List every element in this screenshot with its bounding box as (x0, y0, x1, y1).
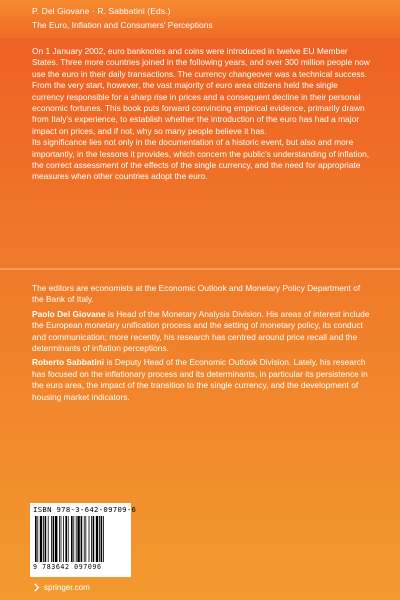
barcode-bar (84, 516, 85, 562)
description-paragraph-1: On 1 January 2002, euro banknotes and coins were introduced in twelve EU Member States. Three more countries joined in the following years, and over 300 million people now use the euro in their daily transactions. The currency changeover was a technical success. From the very start, however, the vast majority of euro area citizens held the single currency responsible for a sharp rise in prices and a consequent decline in their personal economic fortunes. This book puts forward convincing empirical evidence, primarily drawn from Italy's experience, to establish whether the introduction of the euro has had a major impact on prices, and if not, why so many people believe it has. (32, 46, 370, 136)
isbn-barcode (30, 503, 137, 577)
barcode-bar (81, 516, 83, 562)
barcode-bar (37, 516, 38, 562)
barcode-bar (45, 516, 47, 562)
arrow-right-icon (32, 583, 41, 592)
section-divider (0, 268, 400, 270)
header-band (0, 0, 400, 38)
barcode-bar (35, 516, 37, 562)
editor-1-name: Paolo Del Giovane (32, 308, 106, 319)
bio-editor-1 (32, 309, 372, 355)
barcode-bar (99, 516, 100, 562)
barcode-bar (89, 516, 90, 562)
barcode-bar (48, 516, 49, 562)
barcode-bar (59, 516, 60, 562)
barcode-bar (101, 516, 103, 562)
description-paragraph-2: Its significance lies not only in the documentation of a historic event, but also and more importantly, in the lessons it provides, which concern the public's understanding of inflation, the correct assessment of the effects of the single currency, and the need for appropriate measures when other countries adopt the euro. (32, 137, 370, 182)
ean-number: 9 783642 097096 (33, 563, 102, 571)
barcode-bar (40, 516, 42, 562)
barcode-bar (61, 516, 62, 562)
barcode-bar (71, 516, 73, 562)
publisher-link[interactable] (32, 583, 90, 592)
barcode-bar (73, 516, 74, 562)
barcode-bar (85, 516, 86, 562)
barcode-bar (63, 516, 64, 562)
editor-2-text: is Deputy Head of the Economic Outlook Division. Lately, his research has focused on the inflationary process and its determinants, in particular its persistence in the euro area, the impact of the transition to the single currency, and the development of housing market indicators. (32, 357, 368, 402)
barcode-bars (33, 516, 128, 562)
barcode-bar (93, 516, 95, 562)
publisher-url[interactable]: springer.com (44, 583, 90, 592)
barcode-bar (68, 516, 69, 562)
editor-1-text: is Head of the Monetary Analysis Division. His areas of interest include the European monetary unification process and the setting of monetary policy, its conduct and communication; more recently, his research has centred around price recall and the determinants of inflation perceptions. (32, 308, 370, 354)
isbn-number: ISBN 978-3-642-09709-6 (33, 505, 137, 514)
barcode-bar (55, 516, 57, 562)
barcode-bar (43, 516, 44, 562)
barcode-bar (77, 516, 79, 562)
book-description (32, 46, 372, 183)
book-title: The Euro, Inflation and Consumers' Perceptions (32, 20, 213, 30)
barcode-bar (91, 516, 92, 562)
bio-intro: The editors are economists at the Economic Outlook and Monetary Policy Department of the Bank of Italy. (32, 283, 361, 305)
barcode-bar (96, 516, 98, 562)
barcode-bar (51, 516, 52, 562)
barcode-bar (53, 516, 55, 562)
barcode-bar (76, 516, 77, 562)
editors-line: P. Del Giovane · R. Sabbatini (Eds.) (32, 6, 171, 16)
editor-2-name: Roberto Sabbatini (32, 357, 105, 368)
barcode-bar (103, 516, 104, 562)
editors-bio (32, 283, 372, 406)
bio-editor-2 (32, 357, 372, 403)
barcode-bar (65, 516, 67, 562)
